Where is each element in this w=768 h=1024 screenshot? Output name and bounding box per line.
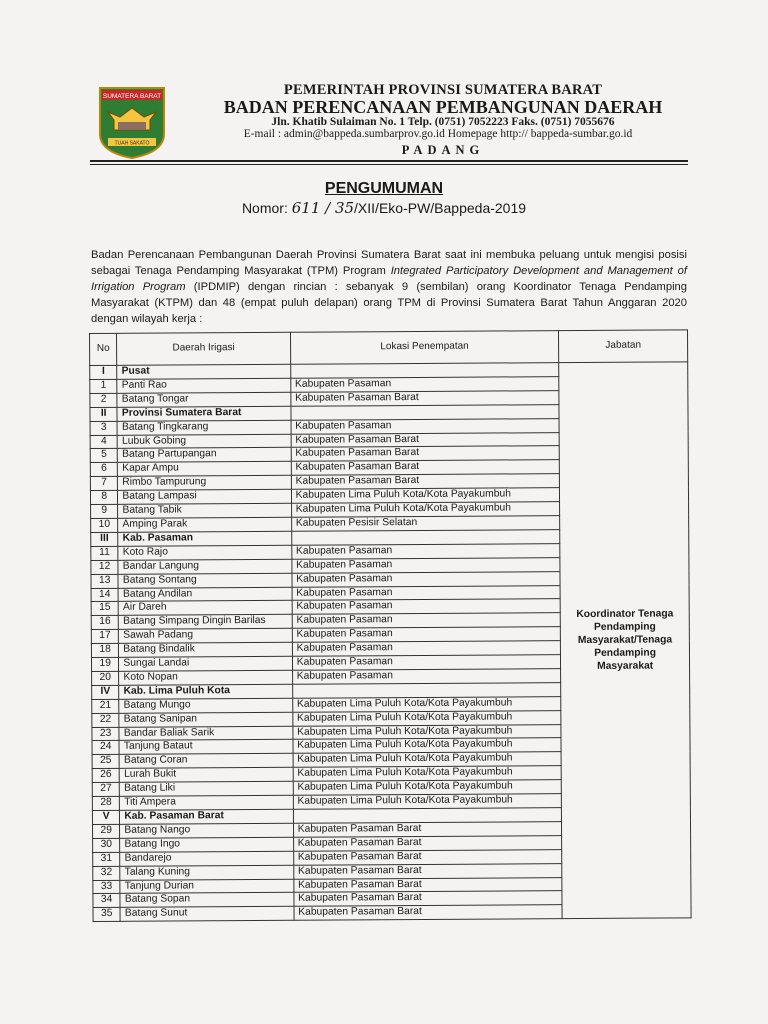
row-number: 1 bbox=[90, 379, 117, 393]
placement-location: Kabupaten Lima Puluh Kota/Kota Payakumbuh bbox=[291, 488, 560, 504]
row-number: 22 bbox=[92, 713, 119, 727]
row-number: 23 bbox=[92, 727, 119, 741]
table-body bbox=[90, 362, 691, 922]
letterhead-city: PADANG bbox=[401, 143, 485, 157]
placement-location: Kabupaten Pasaman bbox=[292, 641, 561, 657]
irrigation-area: Batang Mungo bbox=[119, 698, 292, 713]
letterhead-email: E-mail : admin@bappeda.sumbarprov.go.id Homepage http:// bappeda-sumbar.go.id bbox=[243, 128, 633, 140]
position-title: Koordinator Tenaga Pendamping Masyarakat/Tenaga Pendamping Masyarakat bbox=[559, 362, 691, 919]
irrigation-area: Batang Sontang bbox=[118, 573, 291, 588]
irrigation-area: Kab. Lima Puluh Kota bbox=[119, 684, 292, 699]
row-number: 8 bbox=[90, 490, 117, 504]
row-number: 28 bbox=[92, 796, 119, 810]
row-number: V bbox=[92, 810, 119, 824]
row-number: 9 bbox=[91, 504, 118, 518]
irrigation-area: Panti Rao bbox=[117, 378, 290, 393]
placement-location: Kabupaten Pasaman Barat bbox=[291, 446, 560, 462]
row-number: 29 bbox=[93, 824, 120, 838]
irrigation-area: Batang Sunut bbox=[120, 907, 293, 922]
nomor-label: Nomor: bbox=[241, 200, 288, 216]
row-number: 7 bbox=[90, 477, 117, 491]
irrigation-area: Batang Sanipan bbox=[119, 712, 292, 727]
row-number: 18 bbox=[91, 643, 118, 657]
row-number: 2 bbox=[90, 393, 117, 407]
placement-location: Kabupaten Lima Puluh Kota/Kota Payakumbuh bbox=[292, 710, 561, 726]
placement-location: Kabupaten Lima Puluh Kota/Kota Payakumbuh bbox=[293, 780, 562, 796]
nomor-handwritten: 611 / 35 bbox=[291, 199, 355, 217]
header-daerah-irigasi: Daerah Irigasi bbox=[117, 332, 291, 365]
placement-location: Kabupaten Pasaman Barat bbox=[291, 432, 560, 448]
placement-location: Kabupaten Pasaman Barat bbox=[291, 390, 560, 406]
row-number: 11 bbox=[91, 546, 118, 560]
nomor-rest: /XII/Eko-PW/Bappeda-2019 bbox=[354, 200, 527, 216]
document-number bbox=[0, 199, 768, 217]
irrigation-area: Batang Ingo bbox=[120, 837, 293, 852]
placement-location: Kabupaten Pasaman Barat bbox=[293, 849, 562, 865]
irrigation-area: Lubuk Gobing bbox=[117, 434, 290, 449]
placement-location: Kabupaten Pasaman bbox=[292, 613, 561, 629]
emblem-top-text: SUMATERA BARAT bbox=[102, 93, 162, 100]
placement-location: Kabupaten Pasaman Barat bbox=[291, 460, 560, 476]
emblem-motto-text: TUAH SAKATO bbox=[114, 140, 150, 147]
row-number: 5 bbox=[90, 449, 117, 463]
row-number: 25 bbox=[92, 755, 119, 769]
row-number: 17 bbox=[91, 630, 118, 644]
placement-table bbox=[89, 329, 692, 922]
irrigation-area: Batang Coran bbox=[119, 754, 292, 769]
placement-location: Kabupaten Pesisir Selatan bbox=[291, 516, 560, 532]
row-number: 35 bbox=[93, 908, 120, 922]
irrigation-area: Provinsi Sumatera Barat bbox=[117, 406, 290, 421]
row-number: 3 bbox=[90, 421, 117, 435]
placement-location: Kabupaten Pasaman Barat bbox=[293, 822, 562, 838]
irrigation-area: Batang Nango bbox=[120, 823, 293, 838]
row-number: 34 bbox=[93, 894, 120, 908]
irrigation-area: Kab. Pasaman bbox=[118, 531, 291, 546]
row-number: III bbox=[91, 532, 118, 546]
irrigation-area: Batang Partupangan bbox=[118, 448, 291, 463]
placement-location: Kabupaten Lima Puluh Kota/Kota Payakumbuh bbox=[293, 794, 562, 810]
para-text-1: Badan Perencanaan Pembangunan Daerah Provinsi Sumatera Barat saat ini membuka peluang untuk mengisi posisi sebagai Tenaga Pendamping Masyarakat (TPM) Program bbox=[91, 249, 687, 277]
irrigation-area: Koto Nopan bbox=[119, 670, 292, 685]
irrigation-area: Titi Ampera bbox=[120, 795, 293, 810]
placement-location: Kabupaten Pasaman bbox=[291, 418, 560, 434]
placement-location: Kabupaten Pasaman Barat bbox=[293, 863, 562, 879]
row-number: 6 bbox=[90, 463, 117, 477]
row-number: 26 bbox=[92, 769, 119, 783]
irrigation-area: Bandar Langung bbox=[118, 559, 291, 574]
irrigation-area: Koto Rajo bbox=[118, 545, 291, 560]
irrigation-area: Amping Parak bbox=[118, 517, 291, 532]
row-number: 32 bbox=[93, 866, 120, 880]
placement-location: Kabupaten Pasaman bbox=[291, 543, 560, 559]
row-number: 12 bbox=[91, 560, 118, 574]
placement-location: Kabupaten Pasaman bbox=[292, 655, 561, 671]
row-number: 27 bbox=[92, 783, 119, 797]
irrigation-area: Bandar Baliak Sarik bbox=[119, 726, 292, 741]
header-jabatan: Jabatan bbox=[559, 330, 688, 363]
row-number: 14 bbox=[91, 588, 118, 602]
irrigation-area: Batang Tingkarang bbox=[117, 420, 290, 435]
irrigation-area: Batang Tongar bbox=[117, 392, 290, 407]
irrigation-area: Rimbo Tampurung bbox=[118, 476, 291, 491]
placement-location: Kabupaten Pasaman bbox=[292, 599, 561, 615]
letterhead-government: PEMERINTAH PROVINSI SUMATERA BARAT bbox=[283, 82, 603, 98]
placement-location: Kabupaten Lima Puluh Kota/Kota Payakumbuh bbox=[293, 724, 562, 740]
irrigation-area: Air Dareh bbox=[119, 601, 292, 616]
row-number: 33 bbox=[93, 880, 120, 894]
provincial-emblem-icon bbox=[96, 86, 168, 160]
placement-location: Kabupaten Lima Puluh Kota/Kota Payakumbuh bbox=[293, 752, 562, 768]
row-number: 31 bbox=[93, 852, 120, 866]
irrigation-area: Batang Simpang Dingin Barilas bbox=[119, 615, 292, 630]
placement-location: Kabupaten Pasaman Barat bbox=[294, 877, 563, 893]
irrigation-area: Batang Bindalik bbox=[119, 642, 292, 657]
letterhead-address: Jln. Khatib Sulaiman No. 1 Telp. (0751) 7052223 Faks. (0751) 7055676 bbox=[271, 116, 615, 128]
document-title: PENGUMUMAN bbox=[324, 180, 444, 197]
placement-location: Kabupaten Pasaman bbox=[292, 585, 561, 601]
header-no: No bbox=[90, 333, 118, 365]
placement-location: Kabupaten Pasaman Barat bbox=[294, 891, 563, 907]
placement-location: Kabupaten Pasaman Barat bbox=[293, 835, 562, 851]
irrigation-area: Tanjung Bataut bbox=[119, 740, 292, 755]
irrigation-area: Bandarejo bbox=[120, 851, 293, 866]
placement-location: Kabupaten Pasaman Barat bbox=[291, 474, 560, 490]
irrigation-area: Talang Kuning bbox=[120, 865, 293, 880]
irrigation-area: Tanjung Durian bbox=[120, 879, 293, 894]
row-number: I bbox=[90, 365, 117, 379]
letterhead-divider bbox=[90, 160, 688, 162]
letterhead-divider-thin bbox=[90, 164, 688, 165]
irrigation-area: Batang Sopan bbox=[120, 893, 293, 908]
placement-location: Kabupaten Lima Puluh Kota/Kota Payakumbuh bbox=[291, 502, 560, 518]
irrigation-area: Sungai Landai bbox=[119, 656, 292, 671]
para-text-2: (IPDMIP) dengan rincian : sebanyak 9 (sembilan) orang Koordinator Tenaga Pendamping Masyarakat (KTPM) dan 48 (empat puluh delapan) orang TPM di Provinsi Sumatera Barat Tahun Anggaran 2020 dengan wilayah kerja : bbox=[91, 281, 687, 325]
row-number: 19 bbox=[91, 657, 118, 671]
row-number: IV bbox=[92, 685, 119, 699]
placement-location: Kabupaten Pasaman bbox=[292, 557, 561, 573]
row-number: 4 bbox=[90, 435, 117, 449]
row-number: 24 bbox=[92, 741, 119, 755]
irrigation-area: Batang Lampasi bbox=[118, 489, 291, 504]
row-number: 16 bbox=[91, 616, 118, 630]
table-header-row bbox=[90, 330, 688, 366]
row-number: 15 bbox=[91, 602, 118, 616]
para-program-name: Integrated Participatory Development and Management of Irrigation Program bbox=[91, 265, 687, 293]
irrigation-area: Kapar Ampu bbox=[118, 462, 291, 477]
placement-location: Kabupaten Pasaman Barat bbox=[294, 905, 563, 921]
irrigation-area: Lurah Bukit bbox=[120, 768, 293, 783]
irrigation-area: Sawah Padang bbox=[119, 628, 292, 643]
row-number: II bbox=[90, 407, 117, 421]
announcement-paragraph bbox=[91, 247, 687, 327]
irrigation-area: Batang Andilan bbox=[118, 587, 291, 602]
irrigation-area: Pusat bbox=[117, 364, 290, 379]
irrigation-area: Kab. Pasaman Barat bbox=[120, 809, 293, 824]
placement-location: Kabupaten Pasaman bbox=[292, 571, 561, 587]
row-number: 13 bbox=[91, 574, 118, 588]
row-number: 20 bbox=[92, 671, 119, 685]
letterhead-agency: BADAN PERENCANAAN PEMBANGUNAN DAERAH bbox=[223, 97, 663, 117]
irrigation-area: Batang Tabik bbox=[118, 503, 291, 518]
row-number: 10 bbox=[91, 518, 118, 532]
placement-location: Kabupaten Pasaman bbox=[290, 377, 559, 393]
placement-location: Kabupaten Lima Puluh Kota/Kota Payakumbuh bbox=[293, 738, 562, 754]
row-number: 21 bbox=[92, 699, 119, 713]
placement-location: Kabupaten Pasaman bbox=[292, 669, 561, 685]
placement-location: Kabupaten Pasaman bbox=[292, 627, 561, 643]
placement-location: Kabupaten Lima Puluh Kota/Kota Payakumbuh bbox=[293, 766, 562, 782]
header-lokasi: Lokasi Penempatan bbox=[290, 331, 559, 365]
placement-location: Kabupaten Lima Puluh Kota/Kota Payakumbuh bbox=[292, 696, 561, 712]
row-number: 30 bbox=[93, 838, 120, 852]
irrigation-area: Batang Liki bbox=[120, 781, 293, 796]
